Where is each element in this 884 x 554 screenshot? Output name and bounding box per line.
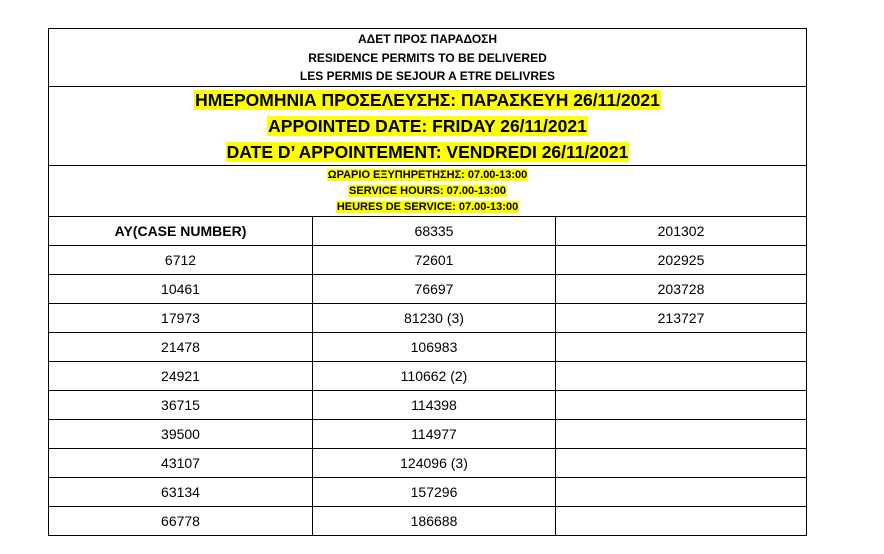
table-cell: 66778 [49,507,313,536]
date-french: DATE D’ APPOINTEMENT: VENDREDI 26/11/2021 [226,142,629,162]
hours-header-cell [49,166,807,217]
table-cell: 76697 [313,275,556,304]
table-cell: 157296 [313,478,556,507]
table-cell: 213727 [556,304,807,333]
table-cell [556,391,807,420]
table-row [49,449,807,478]
table-cell: 124096 (3) [313,449,556,478]
table-cell [556,333,807,362]
permits-document [48,28,806,536]
table-cell: 106983 [313,333,556,362]
table-cell: 186688 [313,507,556,536]
title-greek: ΑΔΕΤ ΠΡΟΣ ΠΑΡΑΔΟΣΗ [357,32,498,47]
table-row [49,275,807,304]
table-cell: 114398 [313,391,556,420]
table-cell [556,478,807,507]
table-cell: 10461 [49,275,313,304]
table-cell: 201302 [556,217,807,246]
permits-table [48,28,807,536]
table-cell: 203728 [556,275,807,304]
table-cell: 110662 (2) [313,362,556,391]
table-row [49,420,807,449]
hours-french: HEURES DE SERVICE: 07.00-13:00 [336,201,519,213]
table-cell: 68335 [313,217,556,246]
table-cell [556,362,807,391]
table-row [49,478,807,507]
title-english: RESIDENCE PERMITS TO BE DELIVERED [308,50,547,65]
hours-english: SERVICE HOURS: 07.00-13:00 [349,185,506,197]
table-cell: 17973 [49,304,313,333]
table-cell: 43107 [49,449,313,478]
table-cell: 39500 [49,420,313,449]
table-cell [556,507,807,536]
table-cell: 72601 [313,246,556,275]
table-row [49,507,807,536]
table-cell: 114977 [313,420,556,449]
date-english: APPOINTED DATE: FRIDAY 26/11/2021 [268,116,587,136]
table-cell: 81230 (3) [313,304,556,333]
title-header-cell [49,29,807,87]
table-cell: 36715 [49,391,313,420]
title-french: LES PERMIS DE SEJOUR A ETRE DELIVRES [299,69,556,84]
table-row [49,217,807,246]
table-cell: 6712 [49,246,313,275]
date-header-cell [49,87,807,166]
case-number-column-header: AY(CASE NUMBER) [49,217,313,246]
date-greek: ΗΜΕΡΟΜΗΝΙΑ ΠΡΟΣΕΛΕΥΣΗΣ: ΠΑΡΑΣΚΕΥΗ 26/11/2021 [195,90,660,110]
table-cell: 202925 [556,246,807,275]
table-row [49,333,807,362]
table-cell: 21478 [49,333,313,362]
table-cell: 24921 [49,362,313,391]
hours-greek: ΩΡΑΡΙΟ ΕΞΥΠΗΡΕΤΗΣΗΣ: 07.00-13:00 [327,169,528,181]
table-row [49,246,807,275]
table-row [49,391,807,420]
table-cell: 63134 [49,478,313,507]
table-cell [556,420,807,449]
table-row [49,362,807,391]
table-cell [556,449,807,478]
table-row [49,304,807,333]
